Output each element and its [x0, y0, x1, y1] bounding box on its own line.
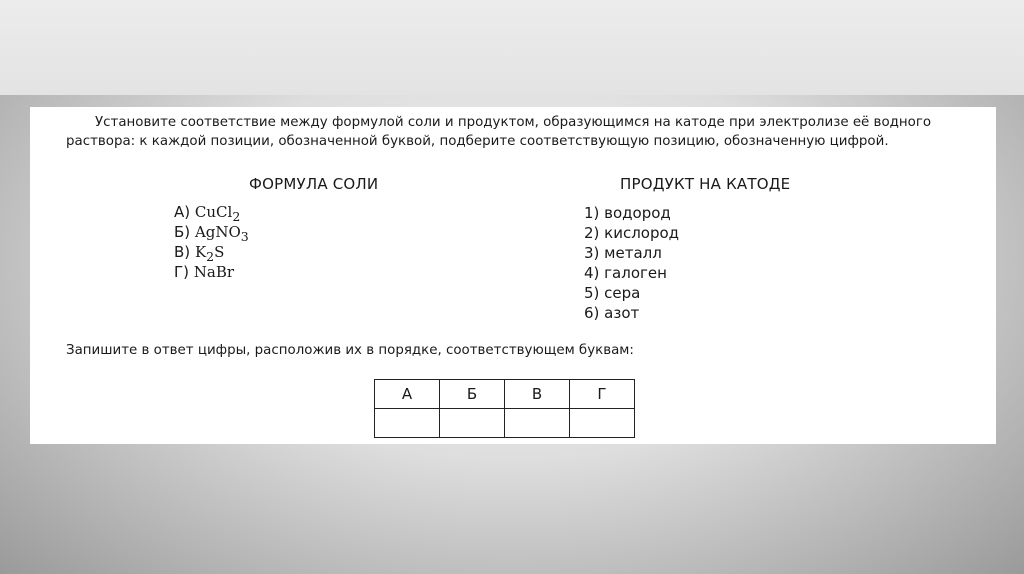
answer-cell[interactable]: [440, 409, 505, 438]
answer-header-cell: А: [375, 380, 440, 409]
product-item: 6) азот: [584, 304, 640, 322]
answer-header-cell: В: [505, 380, 570, 409]
product-item: 3) металл: [584, 244, 662, 262]
answer-header-cell: Б: [440, 380, 505, 409]
answer-cell[interactable]: [375, 409, 440, 438]
answer-table: [374, 379, 635, 438]
salt-letter: В): [174, 243, 191, 261]
answer-input-row: [375, 409, 635, 438]
salt-formula-header: ФОРМУЛА СОЛИ: [249, 175, 379, 193]
top-band: [0, 0, 1024, 95]
salt-formula: NaBr: [193, 263, 235, 281]
salt-item: [174, 242, 249, 262]
salt-item: [174, 202, 249, 222]
task-sheet: [30, 107, 996, 444]
salt-formula: AgNO$_3$: [194, 223, 249, 244]
salt-list: [174, 202, 249, 282]
salt-formula: $K_2S$: [194, 243, 225, 264]
answer-cell[interactable]: [570, 409, 635, 438]
cathode-product-header: ПРОДУКТ НА КАТОДЕ: [620, 175, 791, 193]
salt-formula: CuCl$_2$: [194, 203, 241, 224]
product-item: 4) галоген: [584, 264, 667, 282]
product-list: [584, 203, 679, 323]
answer-cell[interactable]: [505, 409, 570, 438]
salt-letter: Г): [174, 263, 189, 281]
product-item: 2) кислород: [584, 224, 680, 242]
salt-letter: А): [174, 203, 191, 221]
instruction-text: Запишите в ответ цифры, расположив их в порядке, соответствующем буквам:: [66, 343, 634, 358]
salt-item: [174, 262, 249, 282]
product-item: 5) сера: [584, 284, 641, 302]
answer-header-cell: Г: [570, 380, 635, 409]
salt-item: [174, 222, 249, 242]
answer-header-row: [375, 380, 635, 409]
salt-letter: Б): [174, 223, 191, 241]
product-item: 1) водород: [584, 204, 671, 222]
task-text: Установите соответствие между формулой соли и продуктом, образующимся на катоде при электролизе её водного раствора: к каждой позиции, обозначенной буквой, подберите соответствующую позицию, обозначенную цифрой.: [66, 115, 932, 149]
